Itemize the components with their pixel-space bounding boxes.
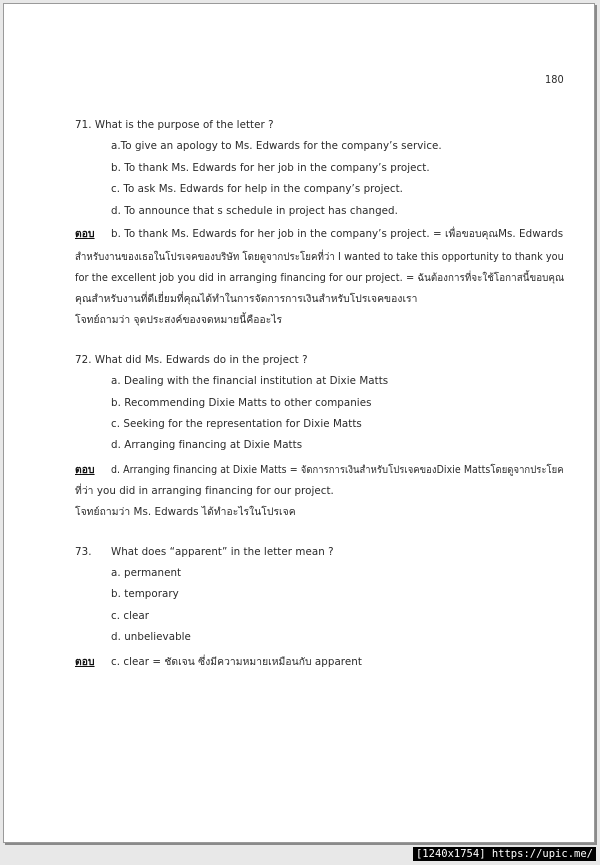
question-73-number: 73. <box>75 546 92 558</box>
q71-option-c: c. To ask Ms. Edwards for help in the company’s project. <box>111 183 403 195</box>
q72-option-c: c. Seeking for the representation for Dixie Matts <box>111 418 362 430</box>
q71-answer-line-3: for the excellent job you did in arranging financing for our project. = ฉันต้องการที่จะใช้โอกาสนี้ขอบคุณ <box>75 272 565 284</box>
page-number: 180 <box>545 74 564 86</box>
q72-answer-line-3: โจทย์ถามว่า Ms. Edwards ได้ทำอะไรในโปรเจค <box>75 506 296 518</box>
q73-option-d: d. unbelievable <box>111 631 191 643</box>
q71-option-a: a.To give an apology to Ms. Edwards for the company’s service. <box>111 140 442 152</box>
question-72: 72. What did Ms. Edwards do in the project ? <box>75 354 308 366</box>
q72-option-a: a. Dealing with the financial institution at Dixie Matts <box>111 375 389 387</box>
q71-answer-label: ตอบ <box>75 228 95 240</box>
q71-answer-line-1: b. To thank Ms. Edwards for her job in the company’s project. = เพื่อขอบคุณMs. Edwards <box>111 228 564 240</box>
q71-answer-line-5: โจทย์ถามว่า จุดประสงค์ของจดหมายนี้คืออะไร <box>75 314 283 326</box>
q73-option-a: a. permanent <box>111 567 182 579</box>
q71-option-d: d. To announce that s schedule in project has changed. <box>111 205 398 217</box>
question-73: What does “apparent” in the letter mean ? <box>111 546 334 558</box>
q73-answer-label: ตอบ <box>75 656 95 668</box>
q71-option-b: b. To thank Ms. Edwards for her job in the company’s project. <box>111 162 430 174</box>
q73-option-b: b. temporary <box>111 588 179 600</box>
document-page <box>3 3 595 843</box>
q72-option-d: d. Arranging financing at Dixie Matts <box>111 439 303 451</box>
q72-answer-line-1: d. Arranging financing at Dixie Matts = จัดการการเงินสำหรับโปรเจคของDixie Mattsโดยดูจากประโยค <box>111 464 564 476</box>
q73-answer-line-1: c. clear = ชัดเจน ซึ่งมีความหมายเหมือนกับ apparent <box>111 656 362 668</box>
image-size-watermark: [1240x1754] https://upic.me/ <box>413 847 596 861</box>
q72-answer-line-2: ที่ว่า you did in arranging financing for our project. <box>75 485 334 497</box>
q72-option-b: b. Recommending Dixie Matts to other companies <box>111 397 372 409</box>
q73-option-c: c. clear <box>111 610 150 622</box>
q71-answer-line-2: สำหรับงานของเธอในโปรเจคของบริษัท โดยดูจากประโยคที่ว่า I wanted to take this opportunity to thank you <box>75 251 564 263</box>
q71-answer-line-4: คุณสำหรับงานที่ดีเยี่ยมที่คุณได้ทำในการจัดการการเงินสำหรับโปรเจคของเรา <box>75 293 418 305</box>
q72-answer-label: ตอบ <box>75 464 95 476</box>
question-71: 71. What is the purpose of the letter ? <box>75 119 274 131</box>
